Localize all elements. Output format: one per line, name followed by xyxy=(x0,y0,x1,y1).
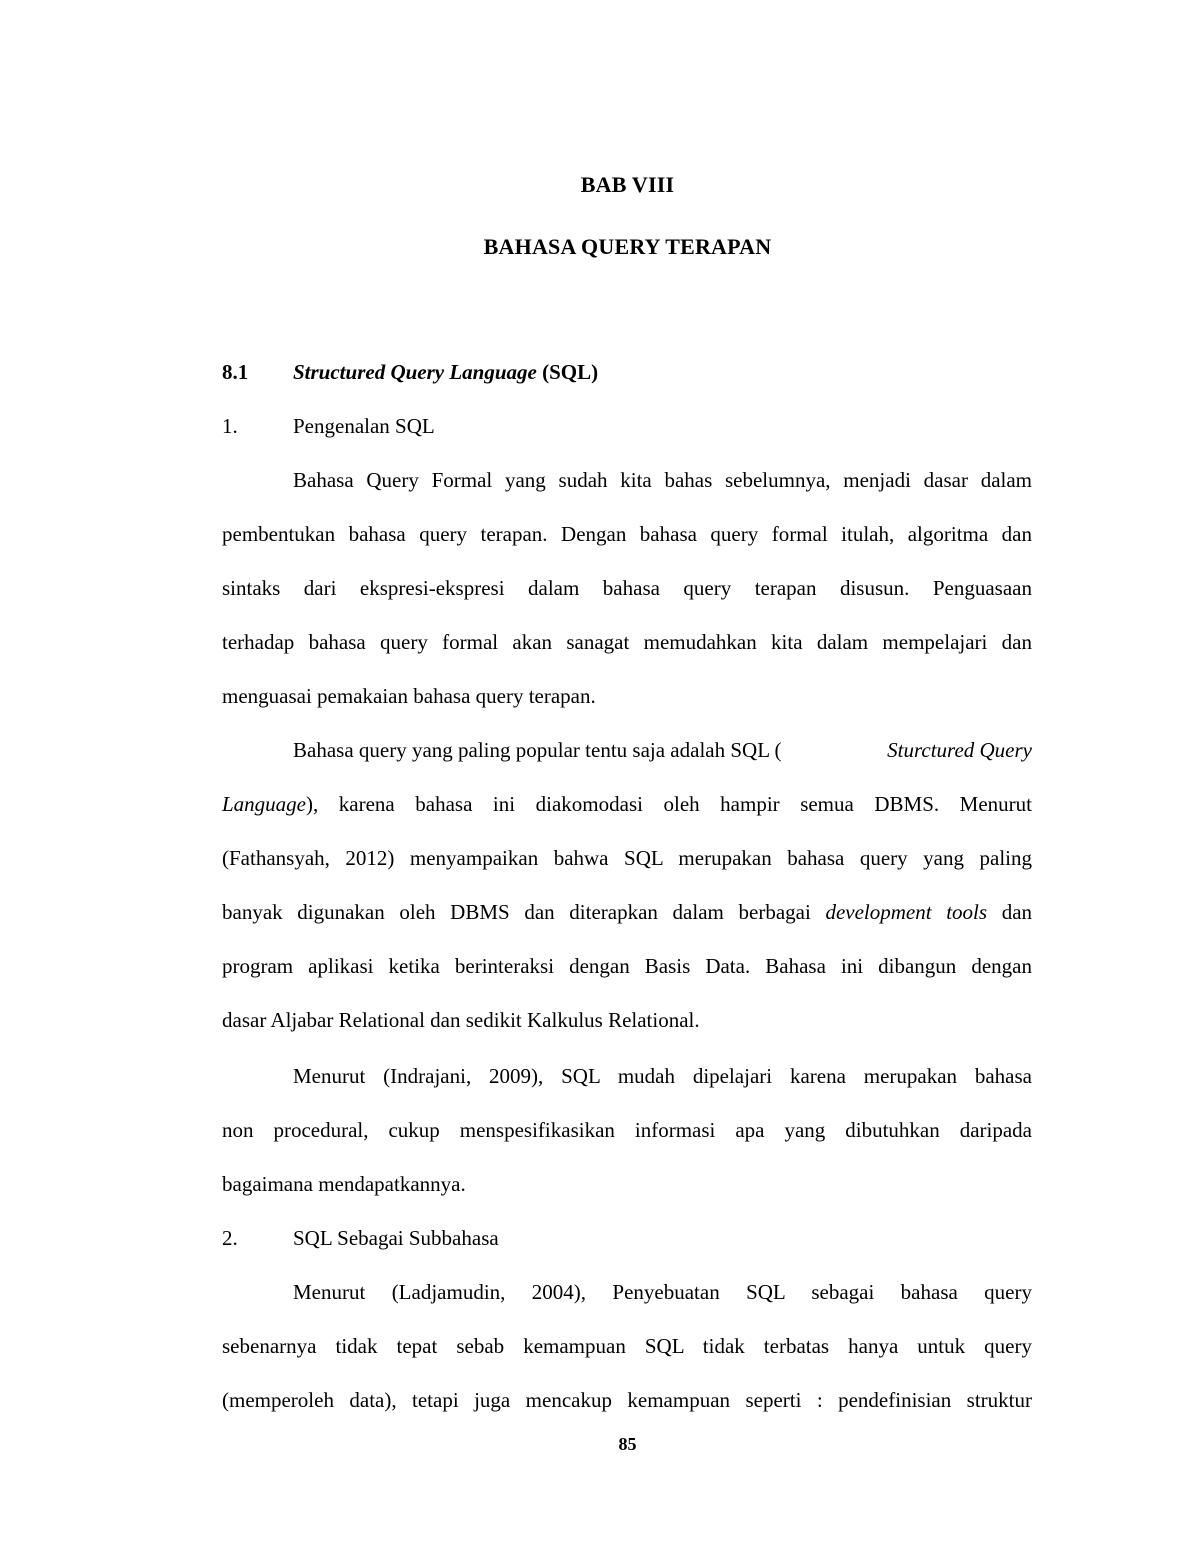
list-item-title: Pengenalan SQL xyxy=(293,414,435,438)
paragraph-2-line-6: dasar Aljabar Relational dan sedikit Kalkulus Relational. xyxy=(222,1008,700,1032)
p2-line1-italic: Sturctured Query xyxy=(887,738,1032,762)
list-item-number: 1. xyxy=(222,414,238,438)
p2-line4-text: banyak digunakan oleh DBMS dan diterapkan dalam berbagai xyxy=(222,900,811,924)
paragraph-2-line-1 xyxy=(293,736,1032,764)
p2-line2-text: ), karena bahasa ini diakomodasi oleh hampir semua DBMS. Menurut xyxy=(306,792,1032,816)
p2-line1-text: Bahasa query yang paling popular tentu saja adalah SQL ( xyxy=(293,738,782,762)
section-title-suffix: (SQL) xyxy=(542,360,599,384)
list-item-title: SQL Sebagai Subbahasa xyxy=(293,1226,499,1250)
page-number: 85 xyxy=(618,1434,637,1454)
p2-line2-italic: Language xyxy=(222,792,306,816)
paragraph-2-line-5: program aplikasi ketika berinteraksi dengan Basis Data. Bahasa ini dibangun dengan xyxy=(222,954,1032,978)
paragraph-2-line-2 xyxy=(222,790,1032,818)
paragraph-1-line-4: terhadap bahasa query formal akan sanagat memudahkan kita dalam mempelajari dan xyxy=(222,630,1032,654)
p2-line4-italic: development tools xyxy=(825,900,988,924)
paragraph-3-line-1: Menurut (Indrajani, 2009), SQL mudah dipelajari karena merupakan bahasa xyxy=(293,1064,1032,1088)
paragraph-1-line-2: pembentukan bahasa query terapan. Dengan bahasa query formal itulah, algoritma dan xyxy=(222,522,1032,546)
chapter-title: BAB VIII xyxy=(580,172,675,197)
paragraph-3-line-3: bagaimana mendapatkannya. xyxy=(222,1172,466,1196)
paragraph-3-line-2: non procedural, cukup menspesifikasikan informasi apa yang dibutuhkan daripada xyxy=(222,1118,1032,1142)
paragraph-4-line-1: Menurut (Ladjamudin, 2004), Penyebuatan SQL sebagai bahasa query xyxy=(293,1280,1032,1304)
section-title-italic: Structured Query Language xyxy=(293,360,537,384)
list-item-number: 2. xyxy=(222,1226,238,1250)
chapter-subtitle: BAHASA QUERY TERAPAN xyxy=(483,234,772,259)
p2-line4-end: dan xyxy=(1001,900,1033,924)
paragraph-1-line-5: menguasai pemakaian bahasa query terapan. xyxy=(222,684,596,708)
paragraph-1-line-1: Bahasa Query Formal yang sudah kita bahas sebelumnya, menjadi dasar dalam xyxy=(293,468,1032,492)
paragraph-2-line-3: (Fathansyah, 2012) menyampaikan bahwa SQL merupakan bahasa query yang paling xyxy=(222,846,1032,870)
paragraph-2-line-4 xyxy=(222,898,1032,926)
paragraph-4-line-2: sebenarnya tidak tepat sebab kemampuan SQL tidak terbatas hanya untuk query xyxy=(222,1334,1032,1358)
section-title xyxy=(293,358,598,386)
paragraph-4-line-3: (memperoleh data), tetapi juga mencakup kemampuan seperti : pendefinisian struktur xyxy=(222,1388,1032,1412)
section-number: 8.1 xyxy=(222,360,249,384)
paragraph-1-line-3: sintaks dari ekspresi-ekspresi dalam bahasa query terapan disusun. Penguasaan xyxy=(222,576,1032,600)
